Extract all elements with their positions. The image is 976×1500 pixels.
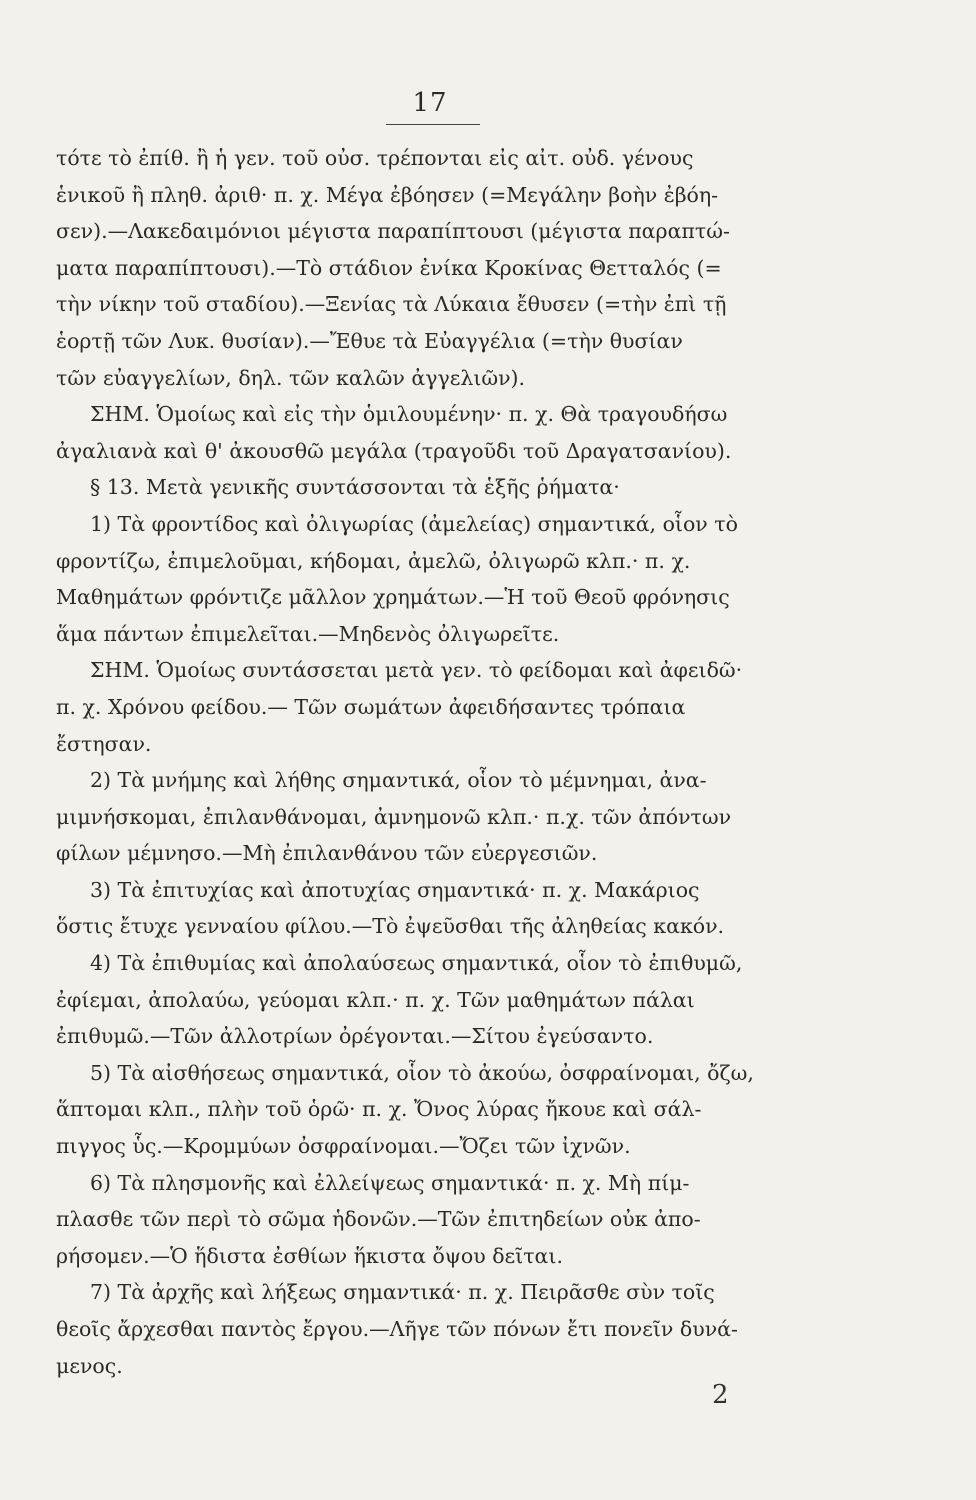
text-line: ματα παραπίπτουσι).—Τὸ στάδιον ἐνίκα Κροκίνας Θετταλός (= [56,255,722,280]
text-line: τὴν νίκην τοῦ σταδίου).—Ξενίας τὰ Λύκαια ἔθυσεν (=τὴν ἐπὶ τῇ [56,292,727,317]
section-heading: § 13. Μετὰ γενικῆς συντάσσονται τὰ ἑξῆς ῥήματα· [90,475,620,500]
item-1-line: 1) Τὰ φροντίδος καὶ ὀλιγωρίας (ἀμελείας) σημαντικά, οἷον τὸ [90,511,738,536]
printer-signature-mark: 2 [712,1380,729,1410]
text-line: Μαθημάτων φρόντιζε μᾶλλον χρημάτων.—Ἡ τοῦ Θεοῦ φρόνησις [56,585,730,610]
text-line: φίλων μέμνησο.—Μὴ ἐπιλανθάνου τῶν εὐεργεσιῶν. [56,841,598,866]
text-line: μιμνήσκομαι, ἐπιλανθάνομαι, ἀμνημονῶ κλπ.· π.χ. τῶν ἀπόντων [56,804,732,829]
note-line: ΣΗΜ. Ὁμοίως συντάσσεται μετὰ γεν. τὸ φείδομαι καὶ ἀφειδῶ· [90,658,743,683]
text-line: π. χ. Χρόνου φείδου.— Τῶν σωμάτων ἀφειδήσαντες τρόπαια [56,694,686,719]
text-line: ρήσομεν.—Ὁ ἥδιστα ἐσθίων ἥκιστα ὄψου δεῖται. [56,1243,563,1268]
text-line: ἑνικοῦ ἢ πληθ. ἀριθ· π. χ. Μέγα ἐβόησεν (=Μεγάλην βοὴν ἐβόη- [56,182,719,207]
text-line: μενος. [56,1353,123,1378]
text-line: ἅπτομαι κλπ., πλὴν τοῦ ὁρῶ· π. χ. Ὄνος λύρας ἤκουε καὶ σάλ- [56,1097,702,1122]
text-line: ἀγαλιανὰ καὶ θ' ἀκουσθῶ μεγάλα (τραγοῦδι τοῦ Δραγατσανίου). [56,438,732,463]
text-line: τότε τὸ ἐπίθ. ἢ ἡ γεν. τοῦ οὐσ. τρέπονται εἰς αἰτ. οὐδ. γένους [56,146,694,170]
item-7-line: 7) Τὰ ἀρχῆς καὶ λήξεως σημαντικά· π. χ. Πειρᾶσθε σὺν τοῖς [90,1280,715,1305]
text-line: σεν).—Λακεδαιμόνιοι μέγιστα παραπίπτουσι (μέγιστα παραπτώ- [56,219,730,244]
item-6-line: 6) Τὰ πλησμονῆς καὶ ἐλλείψεως σημαντικά· π. χ. Μὴ πίμ- [90,1170,690,1195]
page-number-rule [386,124,480,125]
item-2-line: 2) Τὰ μνήμης καὶ λήθης σημαντικά, οἷον τὸ μέμνημαι, ἀνα- [90,768,707,793]
text-line: ἔστησαν. [56,731,152,756]
text-line: θεοῖς ἄρχεσθαι παντὸς ἔργου.—Λῆγε τῶν πόνων ἔτι πονεῖν δυνά- [56,1317,738,1341]
text-line: πλασθε τῶν περὶ τὸ σῶμα ἡδονῶν.—Τῶν ἐπιτηδείων οὐκ ἀπο- [56,1207,701,1232]
note-line: ΣΗΜ. Ὁμοίως καὶ εἰς τὴν ὁμιλουμένην· π. χ. Θὰ τραγουδήσω [90,402,728,427]
page-number: 17 [412,88,448,118]
item-5-line: 5) Τὰ αἰσθήσεως σημαντικά, οἷον τὸ ἀκούω, ὀσφραίνομαι, ὄζω, [90,1060,754,1085]
item-4-line: 4) Τὰ ἐπιθυμίας καὶ ἀπολαύσεως σημαντικά, οἷον τὸ ἐπιθυμῶ, [90,951,743,976]
item-3-line: 3) Τὰ ἐπιτυχίας καὶ ἀποτυχίας σημαντικά· π. χ. Μακάριος [90,877,700,902]
text-line: ἐφίεμαι, ἀπολαύω, γεύομαι κλπ.· π. χ. Τῶν μαθημάτων πάλαι [56,987,695,1012]
text-line: ἑορτῇ τῶν Λυκ. θυσίαν).—Ἔθυε τὰ Εὐαγγέλια (=τὴν θυσίαν [56,328,683,353]
text-line: τῶν εὐαγγελίων, δηλ. τῶν καλῶν ἀγγελιῶν). [56,365,526,390]
body-text [56,140,814,1384]
text-line: ὅστις ἔτυχε γενναίου φίλου.—Τὸ ἐψεῦσθαι τῆς ἀληθείας κακόν. [56,914,725,939]
text-line: φροντίζω, ἐπιμελοῦμαι, κήδομαι, ἀμελῶ, ὀλιγωρῶ κλπ.· π. χ. [56,548,691,573]
text-line: ἅμα πάντων ἐπιμελεῖται.—Μηδενὸς ὀλιγωρεῖτε. [56,621,560,646]
text-line: πιγγος ὗς.—Κρομμύων ὀσφραίνομαι.—Ὄζει τῶν ἰχνῶν. [56,1134,631,1159]
text-line: ἐπιθυμῶ.—Τῶν ἀλλοτρίων ὀρέγονται.—Σίτου ἐγεύσαντο. [56,1024,654,1049]
